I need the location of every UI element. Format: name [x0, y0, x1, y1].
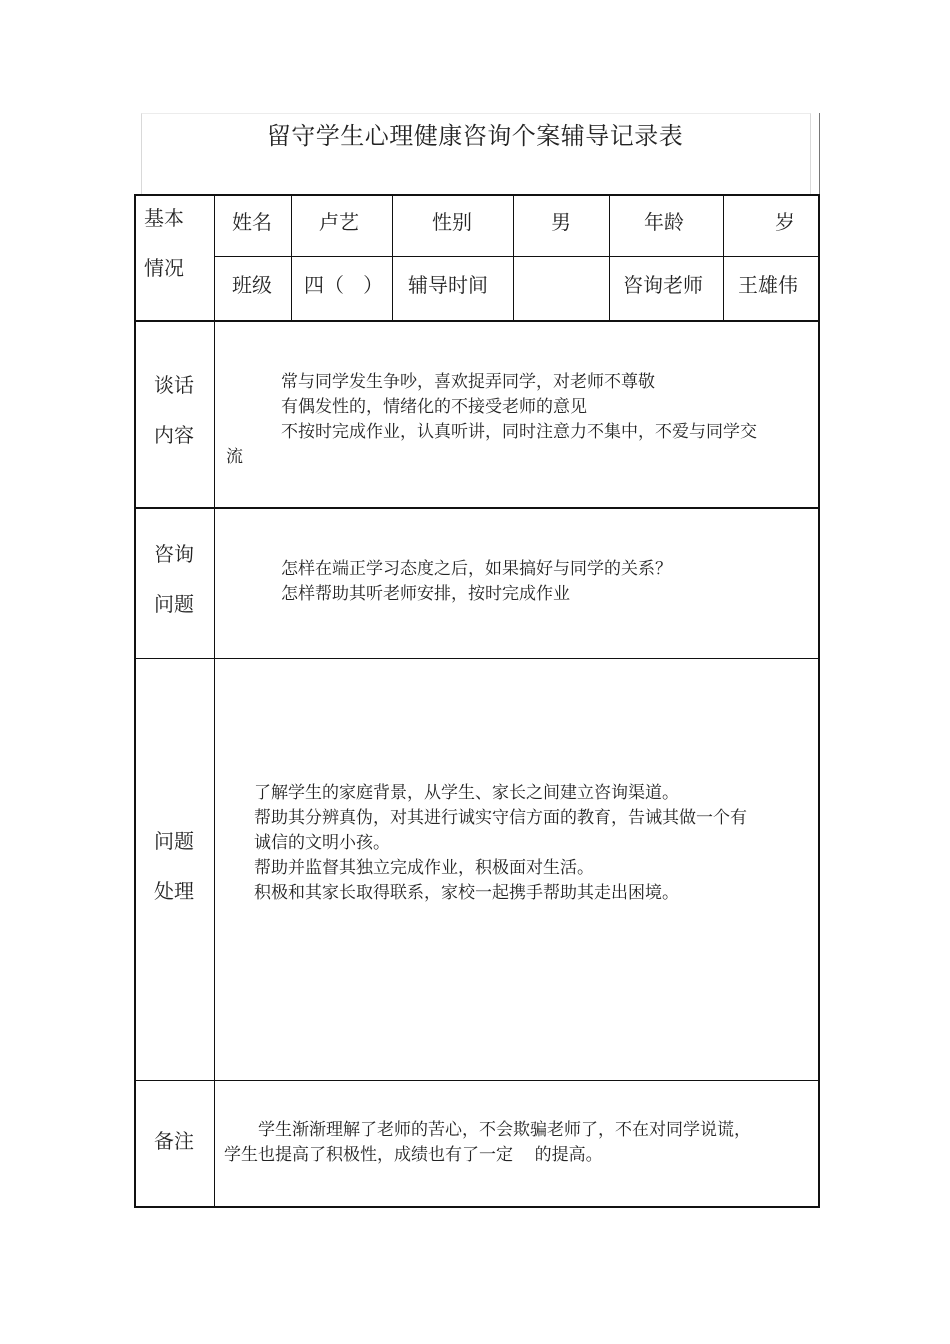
talk-line-1: 常与同学发生争吵，喜欢捉弄同学，对老师不尊敬 — [281, 372, 655, 392]
question-line-1: 怎样在端正学习态度之后，如果搞好与同学的关系？ — [281, 559, 672, 579]
basic-col-divider-4 — [609, 194, 610, 321]
counselor-label: 咨询老师 — [623, 273, 703, 297]
question-section-label-1: 咨询 — [154, 542, 194, 566]
talk-line-3: 不按时完成作业，认真听讲，同时注意力不集中，不爱与同学交 — [281, 422, 757, 442]
talk-section-label-2: 内容 — [154, 423, 194, 447]
counselor-value: 王雄伟 — [738, 273, 798, 297]
handling-line-2: 帮助其分辨真伪，对其进行诚实守信方面的教育，告诫其做一个有 — [254, 808, 747, 828]
section-divider-question — [134, 507, 820, 509]
gender-value: 男 — [551, 210, 571, 234]
handling-section-label-2: 处理 — [154, 879, 194, 903]
handling-line-3: 诚信的文明小孩。 — [254, 833, 390, 853]
title-frame-edge — [819, 113, 820, 195]
basic-section-label-2: 情况 — [144, 256, 184, 280]
talk-line-4: 流 — [226, 447, 243, 467]
label-column-divider — [214, 194, 215, 1208]
handling-line-5: 积极和其家长取得联系，家校一起携手帮助其走出困境。 — [254, 883, 679, 903]
section-divider-talk — [134, 320, 820, 322]
section-divider-remark — [134, 1080, 820, 1081]
question-section-label-2: 问题 — [154, 592, 194, 616]
remark-line-1: 学生渐渐理解了老师的苦心，不会欺骗老师了，不在对同学说谎， — [258, 1120, 751, 1140]
class-label: 班级 — [232, 273, 272, 297]
basic-col-divider-2 — [392, 194, 393, 321]
table-left-border — [134, 194, 136, 1208]
counseling-time-label: 辅导时间 — [408, 273, 488, 297]
basic-col-divider-5 — [723, 194, 724, 321]
question-content — [281, 557, 816, 607]
handling-line-1: 了解学生的家庭背景，从学生、家长之间建立咨询渠道。 — [254, 783, 679, 803]
basic-section-label-1: 基本 — [144, 206, 184, 230]
question-line-2: 怎样帮助其听老师安排，按时完成作业 — [281, 584, 570, 604]
section-divider-handling — [134, 658, 820, 659]
name-value: 卢艺 — [319, 210, 359, 234]
basic-col-divider-3 — [513, 194, 514, 321]
handling-section-label-1: 问题 — [154, 829, 194, 853]
name-label: 姓名 — [232, 210, 272, 234]
remark-section-label: 备注 — [154, 1129, 194, 1153]
talk-line-2: 有偶发性的，情绪化的不接受老师的意见 — [281, 397, 587, 417]
age-value: 岁 — [775, 210, 795, 234]
table-bottom-border — [134, 1206, 820, 1208]
gender-label: 性别 — [432, 210, 472, 234]
remark-line-2: 学生也提高了积极性，成绩也有了一定 的提高。 — [224, 1145, 603, 1165]
handling-content — [254, 781, 816, 906]
talk-content — [226, 370, 816, 470]
age-label: 年龄 — [644, 210, 684, 234]
table-top-border — [134, 194, 820, 196]
class-value: 四（ ） — [304, 273, 384, 297]
remark-content — [224, 1118, 816, 1168]
form-title: 留守学生心理健康咨询个案辅导记录表 — [266, 122, 684, 150]
basic-row-divider — [214, 256, 820, 257]
talk-section-label-1: 谈话 — [154, 373, 194, 397]
basic-col-divider-1 — [291, 194, 292, 321]
record-form-table — [134, 194, 820, 1208]
handling-line-4: 帮助并监督其独立完成作业，积极面对生活。 — [254, 858, 594, 878]
table-right-border — [818, 194, 820, 1208]
